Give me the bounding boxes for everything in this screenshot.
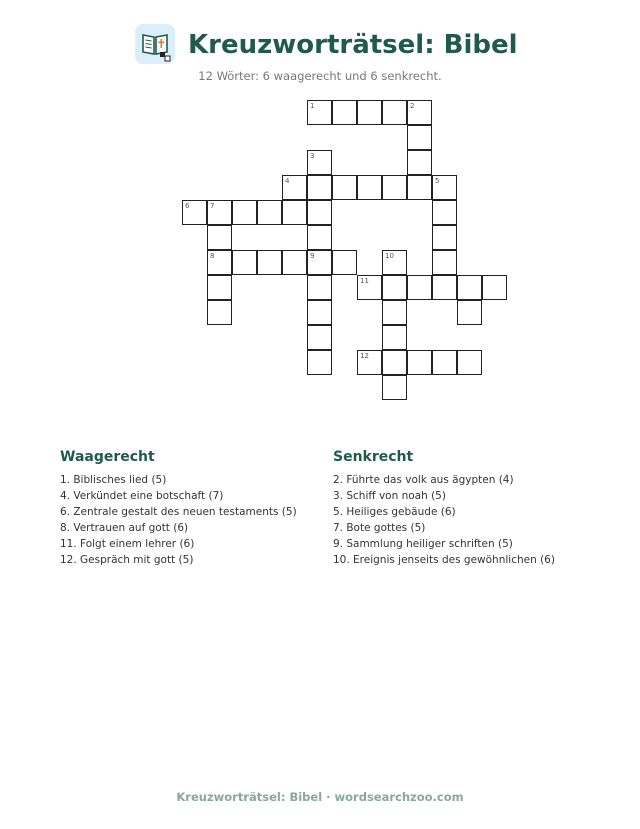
grid-cell bbox=[407, 175, 432, 200]
clue-number: 1 bbox=[310, 102, 315, 110]
grid-cell bbox=[407, 350, 432, 375]
clue-number: 8 bbox=[210, 252, 215, 260]
clue-down: 7. Bote gottes (5) bbox=[333, 522, 426, 534]
grid-cell bbox=[457, 275, 482, 300]
clue-across: 12. Gespräch mit gott (5) bbox=[60, 554, 194, 566]
clue-number: 3 bbox=[310, 152, 315, 160]
grid-cell bbox=[332, 250, 357, 275]
grid-cell bbox=[257, 200, 282, 225]
clue-down: 9. Sammlung heiliger schriften (5) bbox=[333, 538, 513, 550]
grid-cell bbox=[357, 350, 382, 375]
grid-cell bbox=[182, 200, 207, 225]
page-title: Kreuzworträtsel: Bibel bbox=[188, 30, 518, 60]
grid-cell bbox=[432, 200, 457, 225]
grid-cell bbox=[207, 225, 232, 250]
clue-down: 10. Ereignis jenseits des gewöhnlichen (6) bbox=[333, 554, 555, 566]
grid-cell bbox=[207, 200, 232, 225]
grid-cell bbox=[307, 100, 332, 125]
grid-cell bbox=[357, 100, 382, 125]
grid-cell bbox=[307, 200, 332, 225]
grid-cell bbox=[382, 325, 407, 350]
grid-cell bbox=[307, 150, 332, 175]
grid-cell bbox=[432, 175, 457, 200]
grid-cell bbox=[307, 300, 332, 325]
clue-down: 5. Heiliges gebäude (6) bbox=[333, 506, 456, 518]
clue-number: 12 bbox=[360, 352, 369, 360]
clues-down-heading: Senkrecht bbox=[333, 449, 414, 465]
grid-cell bbox=[207, 250, 232, 275]
grid-cell bbox=[432, 275, 457, 300]
clue-across: 6. Zentrale gestalt des neuen testaments (5) bbox=[60, 506, 297, 518]
grid-cell bbox=[382, 100, 407, 125]
grid-cell bbox=[457, 300, 482, 325]
grid-cell bbox=[207, 300, 232, 325]
clue-across: 4. Verkündet eine botschaft (7) bbox=[60, 490, 224, 502]
clue-number: 11 bbox=[360, 277, 369, 285]
grid-cell bbox=[307, 325, 332, 350]
grid-cell bbox=[382, 300, 407, 325]
grid-cell bbox=[307, 225, 332, 250]
clue-across: 8. Vertrauen auf gott (6) bbox=[60, 522, 189, 534]
grid-cell bbox=[332, 100, 357, 125]
grid-cell bbox=[382, 175, 407, 200]
clue-across: 11. Folgt einem lehrer (6) bbox=[60, 538, 195, 550]
grid-cell bbox=[282, 200, 307, 225]
grid-cell bbox=[232, 250, 257, 275]
grid-cell bbox=[407, 275, 432, 300]
grid-cell bbox=[382, 375, 407, 400]
grid-cell bbox=[332, 175, 357, 200]
grid-cell bbox=[432, 250, 457, 275]
clue-number: 2 bbox=[410, 102, 415, 110]
grid-cell bbox=[207, 275, 232, 300]
grid-cell bbox=[382, 350, 407, 375]
grid-cell bbox=[282, 250, 307, 275]
grid-cell bbox=[232, 200, 257, 225]
clue-number: 10 bbox=[385, 252, 394, 260]
grid-cell bbox=[482, 275, 507, 300]
clue-number: 5 bbox=[435, 177, 440, 185]
clue-down: 3. Schiff von noah (5) bbox=[333, 490, 446, 502]
clue-number: 4 bbox=[285, 177, 290, 185]
grid-cell bbox=[407, 100, 432, 125]
grid-cell bbox=[382, 275, 407, 300]
grid-cell bbox=[307, 250, 332, 275]
grid-cell bbox=[432, 225, 457, 250]
clue-across: 1. Biblisches lied (5) bbox=[60, 474, 167, 486]
grid-cell bbox=[407, 125, 432, 150]
grid-cell bbox=[407, 150, 432, 175]
grid-cell bbox=[282, 175, 307, 200]
page-subtitle: 12 Wörter: 6 waagerecht und 6 senkrecht. bbox=[198, 69, 442, 83]
clue-number: 6 bbox=[185, 202, 190, 210]
clues-down bbox=[333, 448, 593, 568]
footer: Kreuzworträtsel: Bibel · wordsearchzoo.com bbox=[176, 790, 464, 804]
grid-cell bbox=[307, 275, 332, 300]
clues-across bbox=[60, 448, 340, 568]
grid-cell bbox=[457, 350, 482, 375]
clue-number: 7 bbox=[210, 202, 215, 210]
clue-number: 9 bbox=[310, 252, 315, 260]
grid-cell bbox=[307, 175, 332, 200]
grid-cell bbox=[257, 250, 282, 275]
grid-cell bbox=[432, 350, 457, 375]
grid-cell bbox=[307, 350, 332, 375]
grid-cell bbox=[357, 175, 382, 200]
clues-across-heading: Waagerecht bbox=[60, 449, 155, 465]
clue-down: 2. Führte das volk aus ägypten (4) bbox=[333, 474, 514, 486]
grid-cell bbox=[357, 275, 382, 300]
grid-cell bbox=[382, 250, 407, 275]
